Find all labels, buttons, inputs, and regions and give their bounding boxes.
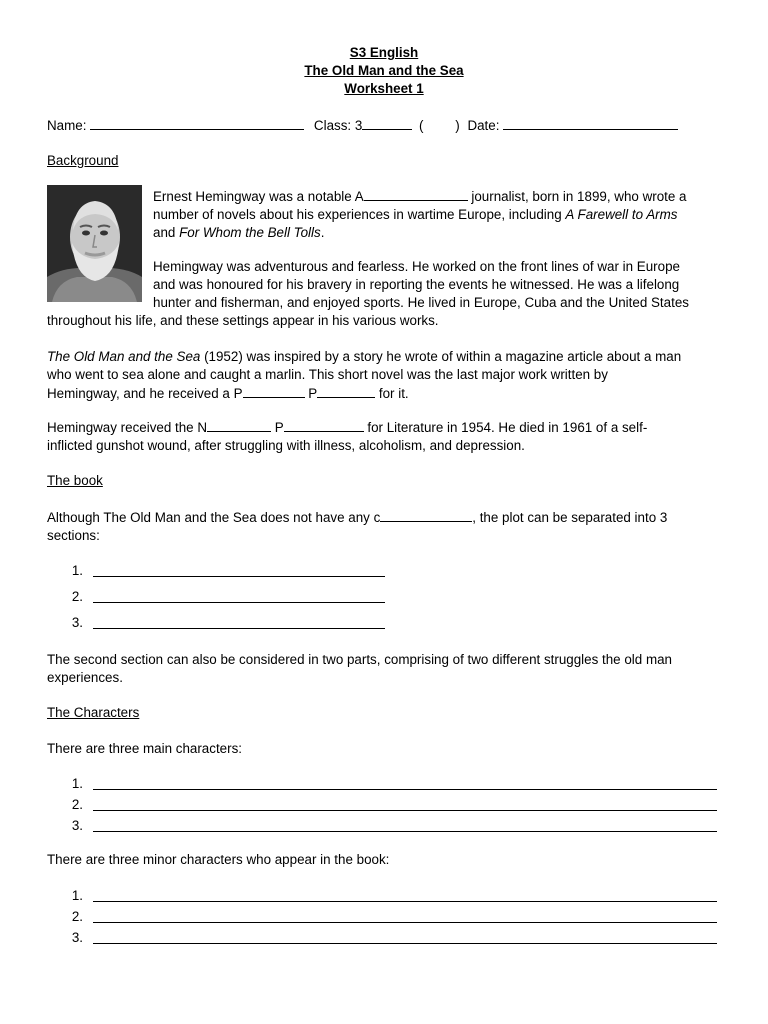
book-paragraph-1: Although The Old Man and the Sea does not have any c , the plot can be separated into 3 sections: bbox=[47, 510, 668, 543]
background-paragraph-3: The Old Man and the Sea (1952) was inspired by a story he wrote of within a magazine article about a man who went to sea alone and caught a marlin. This short novel was the last major work written by Hemingway, and he received a P P for it. bbox=[47, 349, 682, 401]
portrait-image bbox=[47, 185, 142, 302]
hemingway-portrait bbox=[47, 185, 142, 302]
nobel-blank-2[interactable] bbox=[284, 418, 364, 432]
student-info-row bbox=[47, 116, 678, 135]
class-number-paren-open: ( bbox=[419, 118, 424, 133]
date-blank[interactable] bbox=[503, 116, 678, 130]
minor-characters-intro: There are three minor characters who appear in the book: bbox=[47, 852, 390, 867]
answer-line[interactable] bbox=[93, 588, 385, 603]
answer-line[interactable] bbox=[93, 929, 717, 944]
answer-line[interactable] bbox=[93, 887, 717, 902]
bg-p1-line2: number of novels about his experiences in wartime Europe, including A Farewell to Arms bbox=[153, 207, 678, 222]
name-label: Name: bbox=[47, 118, 87, 133]
answer-line[interactable] bbox=[93, 817, 717, 832]
worksheet-page: S3 English The Old Man and the Sea Worksheet 1 Name: Class: 3 ( ) Date: Background Ernest Hemingway was a notable A journalist, born in 1899, who wrote a number of novels about his experiences in wartime Europe, including A Farewell to Arms and For Whom the Bell Tolls. Hemingway was adventurous and fearless. He worked on the front lines of war in Europe and was honoured for his bravery in reporting the events he witnessed. He was a lifelong hunter and fisherman, and enjoyed sports. He lived in Europe, Cuba and the United States throughout his life, and these settings appear in his various works. The Old Man and the Sea (1952) was inspired by a story he wrote of within a magazine article about a man who went to sea alone and caught a marlin. This short novel was the last major work written by Hemingway, and he received a P P for it. Hemingway received the N P for Literature in 1954. He died in 1961 of a self- inflicted gunshot wound, after struggling with illness, alcoholism, and depression. The book Although The Old Man and the Sea does not have any c , the plot can be separated into 3 sections: 1. 2. 3. The second section can also be considered in two parts, comprising of two different struggles the old man experiences. The Characters There are three main characters: 1. 2. 3. There are three minor characters who appear in the book: 1. 2. 3. bbox=[0, 0, 768, 1024]
course-title: S3 English bbox=[349, 45, 419, 60]
class-number-paren-close: ) bbox=[455, 118, 460, 133]
answer-line[interactable] bbox=[93, 796, 717, 811]
background-paragraph-4: Hemingway received the N P for Literature in 1954. He died in 1961 of a self- inflicted gunshot wound, after struggling with illness, alcoholism, and depression. bbox=[47, 420, 648, 453]
class-label: Class: 3 bbox=[313, 118, 363, 133]
book-a-farewell-to-arms: A Farewell to Arms bbox=[565, 207, 678, 222]
the-book-heading: The book bbox=[47, 473, 103, 488]
answer-line[interactable] bbox=[93, 775, 717, 790]
answer-line[interactable] bbox=[93, 614, 385, 629]
main-characters-intro: There are three main characters: bbox=[47, 741, 242, 756]
book-for-whom-the-bell-tolls: For Whom the Bell Tolls bbox=[179, 225, 321, 240]
background-paragraph-2-end: throughout his life, and these settings appear in his various works. bbox=[47, 313, 439, 328]
book-title: The Old Man and the Sea bbox=[304, 63, 464, 78]
name-blank[interactable] bbox=[90, 116, 304, 130]
background-paragraph-1 bbox=[153, 187, 723, 242]
background-paragraph-2: Hemingway was adventurous and fearless. He worked on the front lines of war in Europe and was honoured for his bravery in reporting the events he witnessed. He was a lifelong hunter and fisherman, and enjoyed sports. He lived in Europe, Cuba and the United States bbox=[153, 259, 689, 310]
background-heading: Background bbox=[47, 153, 119, 168]
bg-p1-line3: and For Whom the Bell Tolls. bbox=[153, 225, 325, 240]
book-paragraph-2: The second section can also be considered in two parts, comprising of two different struggles the old man experiences. bbox=[47, 652, 672, 685]
date-label: Date: bbox=[467, 118, 500, 133]
worksheet-number: Worksheet 1 bbox=[344, 81, 424, 96]
answer-line[interactable] bbox=[93, 908, 717, 923]
prize-blank-1[interactable] bbox=[243, 384, 305, 398]
book-the-old-man-and-the-sea: The Old Man and the Sea bbox=[47, 349, 201, 364]
answer-line[interactable] bbox=[93, 562, 385, 577]
bg-p1-line1: Ernest Hemingway was a notable A journalist, born in 1899, who wrote a bbox=[153, 189, 687, 204]
nobel-blank-1[interactable] bbox=[207, 418, 271, 432]
characters-heading: The Characters bbox=[47, 705, 140, 720]
nationality-blank[interactable] bbox=[364, 187, 468, 201]
class-blank[interactable] bbox=[362, 116, 412, 130]
prize-blank-2[interactable] bbox=[317, 384, 375, 398]
worksheet-header bbox=[0, 44, 768, 98]
chapters-blank[interactable] bbox=[380, 508, 472, 522]
